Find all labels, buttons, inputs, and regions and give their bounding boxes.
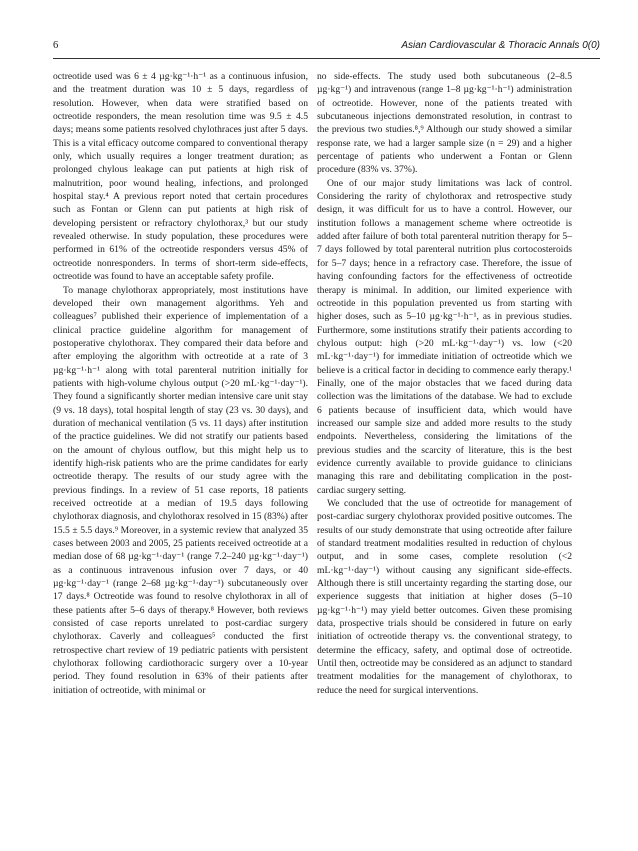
left-column: [53, 70, 308, 697]
right-column: [317, 70, 572, 697]
header-rule: [53, 58, 600, 59]
paragraph: To manage chylothorax appropriately, most institutions have developed their own management algorithms. Yeh and colleagues⁷ published their experience of implementation of a clinical practice guideline algorithm for management of postoperative chylothorax. They compared their data before and after employing the algorithm with octreotide at a rate of 3 µg·kg⁻¹·h⁻¹ along with total parenteral nutrition initially for patients with high-volume chylous output (>20 mL·kg⁻¹·day⁻¹). They found a significantly shorter median intensive care unit stay (9 vs. 18 days), total hospital length of stay (23 vs. 30 days), and duration of mechanical ventilation (5 vs. 11 days) after institution of the practice guidelines. We did not stratify our patients based on the amount of chylous outflow, but this might help us to identify high-risk patients who are the prime candidates for early octreotide therapy. The results of our study agree with the previous findings. In a review of 51 case reports, 18 patients received octreotide at a median of 19.5 days following chylothorax diagnosis, and chylothorax resolved in 15 (83%) after 15.5 ± 5.5 days.⁹ Moreover, in a systemic review that analyzed 35 cases between 2003 and 2005, 25 patients received octreotide at a median dose of 68 µg·kg⁻¹·day⁻¹ (range 7.2–240 µg·kg⁻¹·day⁻¹) as a continuous intravenous infusion over 7 days, or 40 µg·kg⁻¹·day⁻¹ (range 2–68 µg·kg⁻¹·day⁻¹) subcutaneously over 17 days.⁸ Octreotide was found to resolve chylothorax in all of these patients after 5–6 days of therapy.⁸ However, both reviews consisted of case reports unrelated to post-cardiac surgery chylothorax. Caverly and colleagues⁵ conducted the first retrospective chart review of 19 pediatric patients with persistent chylothorax following cardiothoracic surgery over a 10-year period. They found resolution in 63% of their patients after initiation of octreotide, with minimal or: [53, 284, 308, 696]
paragraph: We concluded that the use of octreotide for management of post-cardiac surgery chylothorax provided positive outcomes. The results of our study demonstrate that using octreotide after failure of standard treatment modalities resulted in reduction of chylous output, and in some cases, complete resolution (<2 mL·kg⁻¹·day⁻¹) without causing any significant side-effects. Although there is still uncertainty regarding the starting dose, our experience suggests that initiation at higher doses (5–10 µg·kg⁻¹·h⁻¹) may yield better outcomes. Given these promising data, prospective trials should be considered in future on early initiation of octreotide therapy vs. the conventional strategy, to determine the efficacy, safety, and optimal dose of octreotide. Until then, octreotide may be considered as an adjunct to standard treatment modalities for the management of chylothorax, to reduce the need for surgical interventions.: [317, 498, 572, 696]
paragraph: octreotide used was 6 ± 4 µg·kg⁻¹·h⁻¹ as a continuous infusion, and the treatment duration was 10 ± 5 days, regardless of resolution. However, when data were stratified based on octreotide responders, the mean resolution time was 9.5 ± 4.5 days; means some patients resolved chylothraces just after 5 days. This is a vital efficacy outcome compared to conventional therapy only, which usually requires a longer treatment duration; as prolonged chylous leakage can put patients at high risk of malnutrition, poor wound healing, infections, and prolonged hospital stay.⁴ A previous report noted that certain procedures such as Fontan or Glenn can put patients at high risk of developing persistent or refractory chylothorax,³ but our study revealed otherwise. In study population, these procedures were performed in 61% of the octreotide responders versus 45% of octreotide nonresponders. In terms of short-term side-effects, octreotide was found to have an acceptable safety profile.: [53, 71, 308, 283]
running-header: [53, 40, 600, 56]
paragraph: One of our major study limitations was lack of control. Considering the rarity of chylothorax and retrospective study design, it was difficult for us to have a control. However, our institution follows a management scheme where octreotide is added after failure of both total parenteral nutrition therapy for 5–7 days followed by total parenteral nutrition plus cortocosteroids for 5–7 days; hence in a refractory case. Therefore, the issue of having confounding factors for the effectiveness of octreotide therapy is minimal. In addition, our limited experience with octreotide in this population prevented us from starting with higher doses, such as 5–10 µg·kg⁻¹·h⁻¹, as in previous studies. Furthermore, some institutions stratify their patients according to chylous output: high (>20 mL·kg⁻¹·day⁻¹) vs. low (<20 mL·kg⁻¹·day⁻¹) for immediate initiation of octreotide which we believe is a critical factor in deciding to commence early therapy.¹ Finally, one of the major obstacles that we faced during data collection was the limitations of the database. We had to exclude 6 patients because of insufficient data, which would have increased our sample size and added more results to the study endpoints. Nevertheless, considering the limitations of the previous studies and the scarcity of literature, this is the best evidence currently available to provide guidance to clinicians managing this rare and debilitating complication in the post-cardiac surgery setting.: [317, 177, 572, 496]
paragraph: no side-effects. The study used both subcutaneous (2–8.5 µg·kg⁻¹) and intravenous (range 1–8 µg·kg⁻¹·h⁻¹) administration of octreotide. However, none of the patients treated with subcutaneous injections demonstrated resolution, in contrast to the previous two studies.⁸,⁹ Although our study showed a similar response rate, we had a larger sample size (n = 29) and a higher percentage of patients who underwent a Fontan or Glenn procedure (83% vs. 37%).: [317, 71, 572, 176]
journal-title: Asian Cardiovascular & Thoracic Annals 0(0): [401, 40, 600, 51]
page-number: 6: [53, 40, 59, 51]
